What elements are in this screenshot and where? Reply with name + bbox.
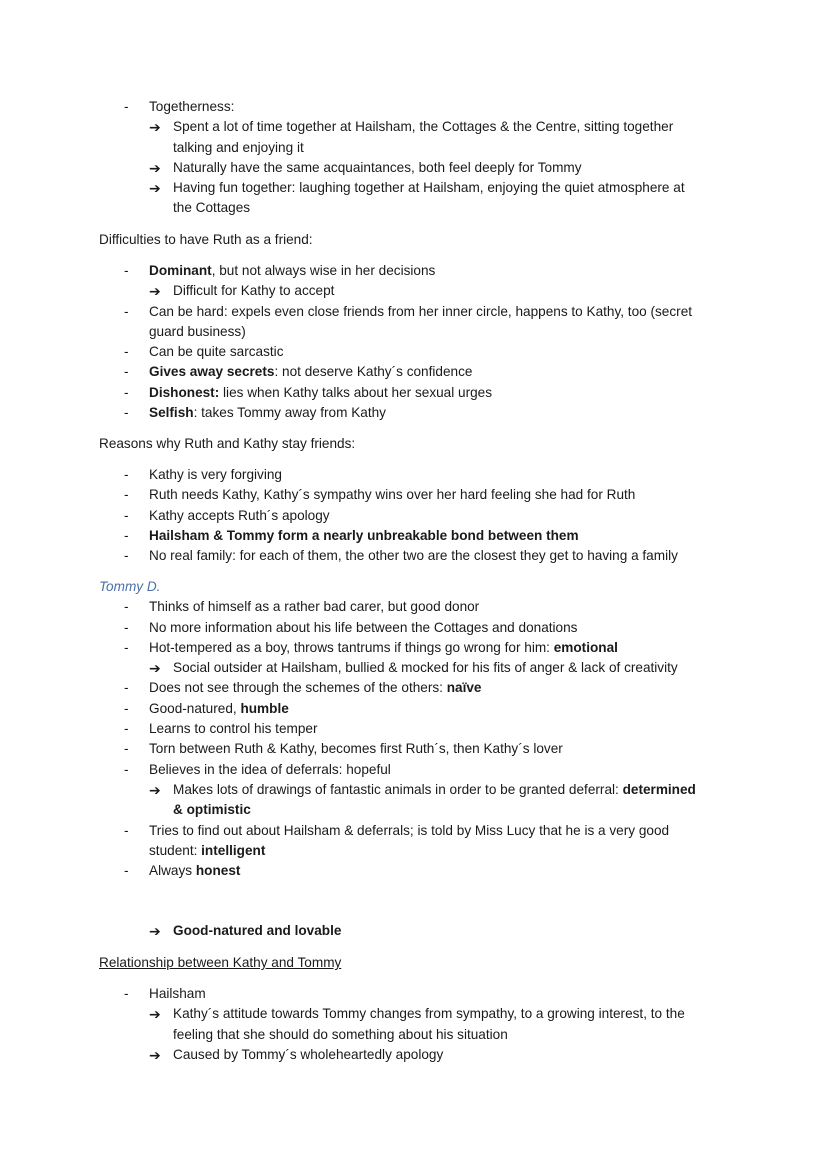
bold-text: Gives away secrets <box>149 364 275 380</box>
list-item <box>0 362 828 382</box>
bold-text: emotional <box>553 639 618 655</box>
bullet-dash: - <box>124 364 129 380</box>
list-item <box>0 546 828 566</box>
bold-text: Hailsham & Tommy form a nearly unbreakable bond between them <box>149 527 579 543</box>
bullet-dash: - <box>124 405 129 421</box>
bullet-dash: - <box>124 639 129 655</box>
tommy-summary <box>0 921 828 941</box>
arrow-item <box>0 1004 828 1024</box>
list-item-text: No more information about his life between the Cottages and donations <box>149 619 578 635</box>
list-item <box>0 618 828 638</box>
heading-text: Reasons why Ruth and Kathy stay friends: <box>99 436 356 451</box>
list-item <box>0 760 828 780</box>
difficulties-list <box>0 261 828 423</box>
list-item <box>0 638 828 658</box>
arrow-item-continuation <box>0 1025 828 1045</box>
relationship-list <box>0 984 828 1065</box>
arrow-icon: ➔ <box>149 923 161 939</box>
arrow-item-text <box>173 800 251 820</box>
list-item <box>0 485 828 505</box>
plain-text: : takes Tommy away from Kathy <box>193 405 386 421</box>
list-item-text: Thinks of himself as a rather bad carer, but good donor <box>149 599 480 615</box>
bullet-dash: - <box>124 344 129 360</box>
arrow-item-continuation <box>0 800 828 820</box>
list-item-text: Believes in the idea of deferrals: hopeful <box>149 761 391 777</box>
character-heading: Tommy D. <box>99 579 161 594</box>
arrow-item-text: talking and enjoying it <box>173 139 304 155</box>
list-item-text <box>149 261 435 281</box>
arrow-item <box>0 117 828 137</box>
list-item <box>0 526 828 546</box>
bold-text: Dishonest: <box>149 384 220 400</box>
arrow-item-text: Naturally have the same acquaintances, both feel deeply for Tommy <box>173 159 582 175</box>
arrow-item <box>0 921 828 941</box>
arrow-item <box>0 178 828 198</box>
arrow-item-text <box>173 780 696 800</box>
list-item-text: Ruth needs Kathy, Kathy´s sympathy wins over her hard feeling she had for Ruth <box>149 487 636 503</box>
bullet-dash: - <box>124 619 129 635</box>
bullet-dash: - <box>124 507 129 523</box>
section-heading <box>0 434 828 454</box>
list-item-text: Learns to control his temper <box>149 721 318 737</box>
list-item-text: Tries to find out about Hailsham & deferrals; is told by Miss Lucy that he is a very good <box>149 822 670 838</box>
bullet-dash: - <box>124 986 129 1001</box>
arrow-icon: ➔ <box>149 159 161 176</box>
list-item <box>0 383 828 403</box>
arrow-item-text <box>173 921 341 941</box>
arrow-item <box>0 1045 828 1065</box>
arrow-item <box>0 658 828 678</box>
plain-text: , but not always wise in her decisions <box>211 263 436 278</box>
list-item <box>0 984 828 1004</box>
arrow-icon: ➔ <box>149 119 161 136</box>
list-item <box>0 678 828 698</box>
list-item-text <box>149 383 492 403</box>
bullet-dash: - <box>124 467 129 482</box>
list-item <box>0 699 828 719</box>
arrow-icon: ➔ <box>149 781 161 798</box>
list-item-text <box>149 861 240 881</box>
arrow-icon: ➔ <box>149 283 161 300</box>
bullet-dash: - <box>124 263 129 278</box>
bullet-dash: - <box>124 822 129 838</box>
list-item <box>0 465 828 485</box>
list-item-text <box>149 403 386 423</box>
list-item-text <box>149 699 289 719</box>
list-item-text: Hailsham <box>149 986 206 1001</box>
list-item <box>0 302 828 322</box>
plain-text: Makes lots of drawings of fantastic animals in order to be granted deferral: <box>173 781 623 797</box>
section-heading <box>0 577 828 597</box>
plain-text: student: <box>149 842 202 858</box>
section-heading <box>0 953 828 973</box>
list-item-text <box>149 841 265 861</box>
list-item-text: Torn between Ruth & Kathy, becomes first Ruth´s, then Kathy´s lover <box>149 741 563 757</box>
arrow-item <box>0 281 828 301</box>
arrow-item-text: Having fun together: laughing together at Hailsham, enjoying the quiet atmosphere at <box>173 180 685 196</box>
list-item-text <box>149 638 618 658</box>
list-item-text <box>149 526 579 546</box>
heading-text: Difficulties to have Ruth as a friend: <box>99 232 313 247</box>
arrow-item-text: feeling that she should do something about his situation <box>173 1026 508 1042</box>
togetherness-section <box>0 97 828 219</box>
bullet-dash: - <box>124 721 129 737</box>
bold-text: & optimistic <box>173 802 251 818</box>
arrow-item-text: Kathy´s attitude towards Tommy changes from sympathy, to a growing interest, to the <box>173 1006 685 1022</box>
plain-text: Always <box>149 863 196 879</box>
tommy-section <box>0 577 828 881</box>
arrow-item-text: Caused by Tommy´s wholeheartedly apology <box>173 1046 444 1062</box>
list-item <box>0 739 828 759</box>
list-item <box>0 861 828 881</box>
list-item-text: Kathy is very forgiving <box>149 467 282 482</box>
relationship-heading-block <box>0 953 828 973</box>
bullet-dash: - <box>124 487 129 503</box>
list-item-text: No real family: for each of them, the other two are the closest they get to having a family <box>149 548 678 564</box>
list-item <box>0 821 828 841</box>
bullet-dash: - <box>124 741 129 757</box>
bold-text: intelligent <box>201 842 266 858</box>
bold-text: honest <box>195 863 241 879</box>
arrow-item <box>0 158 828 178</box>
bold-text: Good-natured and lovable <box>173 923 342 938</box>
bold-text: Dominant <box>149 263 212 278</box>
bullet-dash: - <box>124 99 129 114</box>
bullet-dash: - <box>124 680 129 696</box>
bullet-dash: - <box>124 527 129 543</box>
list-item-text: Can be quite sarcastic <box>149 344 284 360</box>
list-item-text: Kathy accepts Ruth´s apology <box>149 507 330 523</box>
arrow-item-text: Difficult for Kathy to accept <box>173 283 335 299</box>
arrow-item-text: Social outsider at Hailsham, bullied & mocked for his fits of anger & lack of creativity <box>173 660 678 676</box>
section-heading <box>0 230 828 250</box>
bullet-dash: - <box>124 303 129 319</box>
bullet-dash: - <box>124 700 129 716</box>
bold-text: humble <box>240 700 289 716</box>
bullet-dash: - <box>124 761 129 777</box>
arrow-item-text: Spent a lot of time together at Hailsham, the Cottages & the Centre, sitting together <box>173 119 674 135</box>
heading-text: Relationship between Kathy and Tommy <box>99 955 342 970</box>
bold-text: determined <box>622 781 696 797</box>
list-item <box>0 261 828 281</box>
arrow-icon: ➔ <box>149 660 161 677</box>
bullet-dash: - <box>124 548 129 564</box>
list-item-continuation <box>0 322 828 342</box>
arrow-item-text: the Cottages <box>173 200 251 216</box>
arrow-icon: ➔ <box>149 180 161 197</box>
list-item-text <box>149 362 472 382</box>
list-item <box>0 719 828 739</box>
bullet-dash: - <box>124 384 129 400</box>
list-item <box>0 597 828 617</box>
difficulties-section <box>0 230 828 250</box>
reasons-heading-block <box>0 434 828 454</box>
plain-text: lies when Kathy talks about her sexual urges <box>219 384 493 400</box>
list-item-text: guard business) <box>149 323 246 339</box>
arrow-icon: ➔ <box>149 1006 161 1023</box>
plain-text: Hot-tempered as a boy, throws tantrums if things go wrong for him: <box>149 639 554 655</box>
list-item <box>0 342 828 362</box>
list-item-continuation <box>0 841 828 861</box>
list-item <box>0 403 828 423</box>
arrow-item-continuation <box>0 138 828 158</box>
list-item <box>0 506 828 526</box>
bold-text: naïve <box>446 680 482 696</box>
bullet-dash: - <box>124 599 129 615</box>
plain-text: Good-natured, <box>149 700 241 716</box>
bold-text: Selfish <box>149 405 194 421</box>
arrow-item <box>0 780 828 800</box>
list-item-text: Can be hard: expels even close friends from her inner circle, happens to Kathy, too (secret <box>149 303 693 319</box>
list-item-text: Togetherness: <box>149 99 235 114</box>
reasons-list <box>0 465 828 566</box>
bullet-dash: - <box>124 863 129 879</box>
arrow-icon: ➔ <box>149 1046 161 1063</box>
plain-text: : not deserve Kathy´s confidence <box>274 364 473 380</box>
arrow-item-continuation <box>0 198 828 218</box>
list-item <box>0 97 828 117</box>
list-item-text <box>149 678 482 698</box>
plain-text: Does not see through the schemes of the others: <box>149 680 447 696</box>
